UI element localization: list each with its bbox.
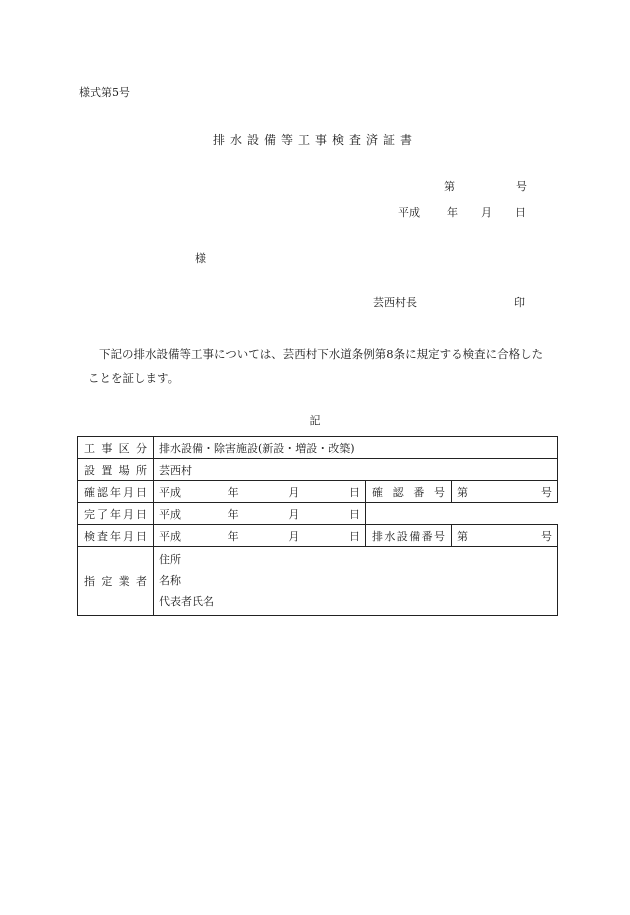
complete-date-label-cell bbox=[78, 503, 154, 525]
table-row-location bbox=[78, 459, 558, 481]
confirm-number-prefix: 第 bbox=[457, 485, 468, 499]
inspect-date-era: 平成 bbox=[159, 529, 181, 543]
document-title: 排水設備等工事検査済証書 bbox=[212, 133, 417, 147]
confirm-number-label-cell bbox=[366, 481, 452, 503]
contractor-label-cell bbox=[78, 547, 154, 616]
confirm-date-label-cell bbox=[78, 481, 154, 503]
seal-mark: 印 bbox=[514, 296, 525, 309]
certificate-number-prefix: 第 bbox=[444, 180, 455, 193]
body-text-line-1: 下記の排水設備等工事については、芸西村下水道条例第8条に規定する検査に合格した bbox=[99, 347, 544, 361]
complete-date-blank bbox=[366, 503, 558, 525]
table-row-complete-date bbox=[78, 503, 558, 525]
inspect-date-year: 年 bbox=[227, 529, 239, 543]
work-type-value: 排水設備・除害施設(新設・増設・改築) bbox=[154, 437, 558, 459]
complete-date-year: 年 bbox=[227, 507, 239, 521]
issue-date-year: 年 bbox=[447, 206, 458, 219]
confirm-date-month: 月 bbox=[288, 485, 300, 499]
table-row-inspect-date bbox=[78, 525, 558, 547]
complete-date-label: 完了年月日 bbox=[84, 507, 147, 521]
inspect-date-month: 月 bbox=[288, 529, 300, 543]
issue-date-month: 月 bbox=[481, 206, 492, 219]
inspect-date-label-cell bbox=[78, 525, 154, 547]
complete-date-day: 日 bbox=[348, 507, 360, 521]
drainage-number-prefix: 第 bbox=[457, 529, 468, 543]
inspection-details-table bbox=[77, 436, 558, 616]
drainage-number-label-cell bbox=[366, 525, 452, 547]
confirm-number-label: 確認番号 bbox=[372, 485, 445, 499]
drainage-number-label: 排水設備番号 bbox=[372, 529, 445, 543]
contractor-label: 指定業者 bbox=[84, 575, 147, 588]
ki-heading: 記 bbox=[309, 414, 321, 427]
inspect-date-day: 日 bbox=[348, 529, 360, 543]
work-type-label: 工事区分 bbox=[84, 441, 147, 455]
contractor-name-label: 名称 bbox=[159, 574, 181, 587]
complete-date-era: 平成 bbox=[159, 507, 181, 521]
addressee-honorific: 様 bbox=[195, 252, 206, 265]
table-row-work-type bbox=[78, 437, 558, 459]
confirm-date-year: 年 bbox=[227, 485, 239, 499]
location-label: 設置場所 bbox=[84, 463, 147, 477]
confirm-date-era: 平成 bbox=[159, 485, 181, 499]
inspect-date-value bbox=[154, 525, 366, 547]
issuer-name: 芸西村長 bbox=[373, 296, 417, 309]
contractor-representative-label: 代表者氏名 bbox=[159, 595, 214, 608]
inspect-date-label: 検査年月日 bbox=[84, 529, 147, 543]
complete-date-value bbox=[154, 503, 366, 525]
location-value: 芸西村 bbox=[154, 459, 558, 481]
confirm-number-value bbox=[452, 481, 558, 503]
contractor-address-label: 住所 bbox=[159, 553, 181, 566]
contractor-details bbox=[154, 547, 558, 616]
confirm-date-value bbox=[154, 481, 366, 503]
certificate-number-suffix: 号 bbox=[516, 180, 527, 193]
confirm-number-suffix: 号 bbox=[541, 485, 553, 499]
confirm-date-day: 日 bbox=[348, 485, 360, 499]
confirm-date-label: 確認年月日 bbox=[84, 485, 147, 499]
table-row-contractor bbox=[78, 547, 558, 616]
issue-date-era: 平成 bbox=[398, 206, 420, 219]
complete-date-month: 月 bbox=[288, 507, 300, 521]
drainage-number-value bbox=[452, 525, 558, 547]
work-type-label-cell bbox=[78, 437, 154, 459]
location-label-cell bbox=[78, 459, 154, 481]
table-row-confirm-date bbox=[78, 481, 558, 503]
drainage-number-suffix: 号 bbox=[541, 529, 553, 543]
body-text-line-2: ことを証します。 bbox=[88, 371, 180, 385]
form-number: 様式第5号 bbox=[79, 86, 130, 99]
issue-date-day: 日 bbox=[515, 206, 526, 219]
